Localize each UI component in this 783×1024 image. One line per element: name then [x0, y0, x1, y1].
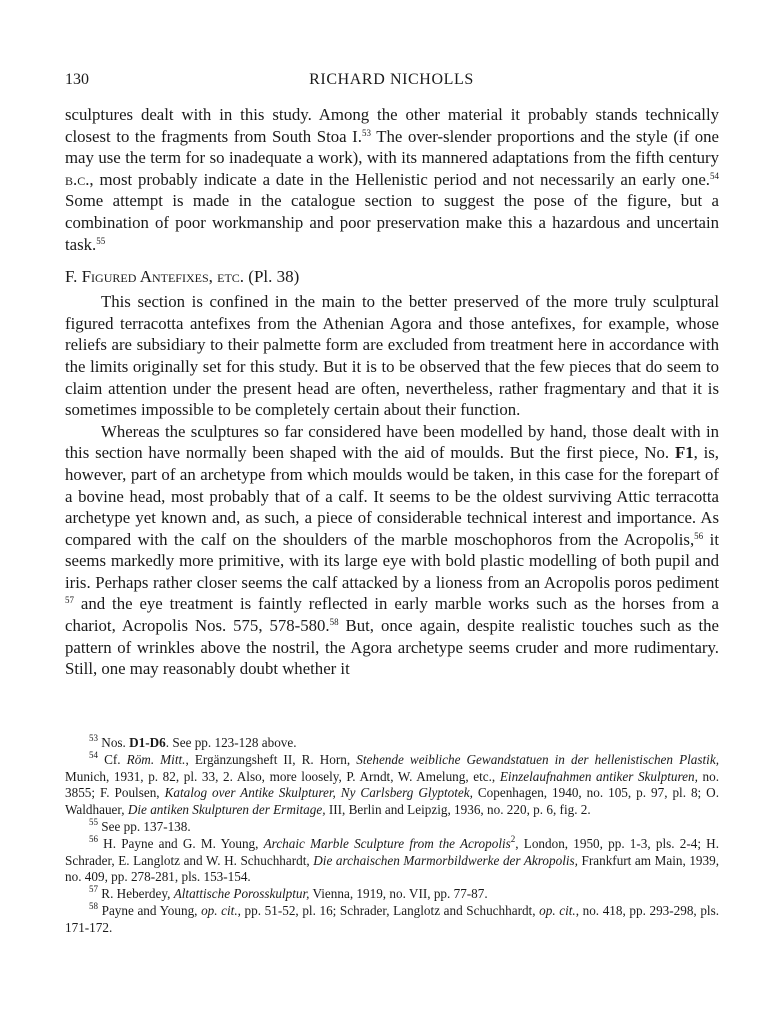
page-number: 130	[65, 71, 89, 88]
catalogue-ref: F1	[674, 443, 694, 463]
section-plate: (Pl. 38)	[248, 267, 300, 287]
footnote-ref[interactable]: 57	[65, 595, 74, 606]
footnotes	[65, 735, 719, 937]
paragraph-continuation: sculptures dealt with in this study. Among the other material it probably stands technically closest to the fragments from South Stoa I.$^{53}$ The over-slender proportions and the style (if one may use the term for so inadequate a work), with its mannered adaptations from the fifth century b.c., most probably indicate a date in the Hellenistic period and not necessarily an early one.$^{54}$ Some attempt is made in the catalogue section to suggest the pose of the figure, but a combination of poor workmanship and poor preservation make this a hazardous and uncertain task.$^{55}$	[65, 105, 719, 254]
paragraph: This section is confined in the main to the better preserved of the more truly sculptural figured terracotta antefixes from the Athenian Agora and those antefixes, for example, whose reliefs are subsidiary to their palmette form are excluded from treatment here in accordance with the limits originally set for this study. But it is to be observed that the few pieces that do seem to claim attention under the present head are often, nevertheless, rather fragmentary and that it is sometimes impossible to be completely certain about their function.	[65, 292, 719, 420]
footnote: $^{58}$ Payne and Young, op. cit., pp. 51-52, pl. 16; Schrader, Langlotz and Schuchhardt, op. cit., no. 418, pp. 293-298, pls. 171-172.	[65, 900, 720, 935]
footnote-ref[interactable]: 55	[96, 235, 106, 246]
body-text	[65, 104, 719, 680]
running-head	[65, 70, 718, 90]
section-heading	[65, 266, 719, 287]
footnote-ref[interactable]: 54	[710, 170, 719, 181]
footnote: $^{53}$ Nos. D1-D6. See pp. 123-128 above.	[89, 733, 297, 750]
footnote: $^{55}$ See pp. 137-138.	[89, 816, 191, 834]
section-title: Figured Antefixes, etc.	[81, 267, 245, 287]
footnote-ref[interactable]: 56	[694, 530, 704, 541]
section-label: F.	[65, 267, 78, 287]
footnote: $^{56}$ H. Payne and G. M. Young, Archaic Marble Sculpture from the Acropolis$^2$, London, 1950, pp. 1-3, pls. 2-4; H. Schrader, E. Langlotz and W. H. Schuchhardt, Die archaischen Marmorbildwerke der Akropolis, Frankfurt am Main, 1939, no. 409, pp. 278-281, pls. 153-154.	[65, 833, 719, 885]
footnote: $^{54}$ Cf. Röm. Mitt., Ergänzungsheft II, R. Horn, Stehende weibliche Gewandstatuen in der hellenistischen Plastik, Munich, 1931, p. 82, pl. 33, 2. Also, more loosely, P. Arndt, W. Amelung, etc., Einzelaufnahmen antiker Skulpturen, no. 3855; F. Poulsen, Katalog over Antike Skulpturer, Ny Carlsberg Glyptotek, Copenhagen, 1940, no. 105, p. 97, pl. 8; O. Waldhauer, Die antiken Skulpturen der Ermitage, III, Berlin and Leipzig, 1936, no. 220, p. 6, fig. 2.	[65, 749, 720, 818]
footnote-ref[interactable]: 53	[361, 127, 371, 138]
running-head-author: RICHARD NICHOLLS	[309, 71, 474, 88]
footnote: $^{57}$ R. Heberdey, Altattische Porosskulptur, Vienna, 1919, no. VII, pp. 77-87.	[89, 884, 488, 902]
footnote-ref[interactable]: 58	[329, 617, 339, 628]
paragraph: Whereas the sculptures so far considered have been modelled by hand, those dealt with in this section have normally been shaped with the aid of moulds. But the first piece, No. F1, is, however, part of an archetype from which moulds would be taken, in this case for the forepart of a bovine head, most probably that of a calf. It seems to be the oldest surviving Attic terracotta archetype yet known and, as such, a piece of considerable technical interest and importance. As compared with the calf on the shoulders of the marble moschophoros from the Acropolis,$^{56}$ it seems markedly more primitive, with its large eye with bold plastic modelling of both pupil and iris. Perhaps rather closer seems the calf attacked by a lioness from an Acropolis poros pediment $^{57}$ and the eye treatment is faintly reflected in early marble works such as the horses from a chariot, Acropolis Nos. 575, 578-580.58 But, once again, despite realistic touches such as the pattern of wrinkles above the nostril, the Agora archetype seems cruder and more rudimentary. Still, one may reasonably doubt whether it	[65, 421, 719, 679]
